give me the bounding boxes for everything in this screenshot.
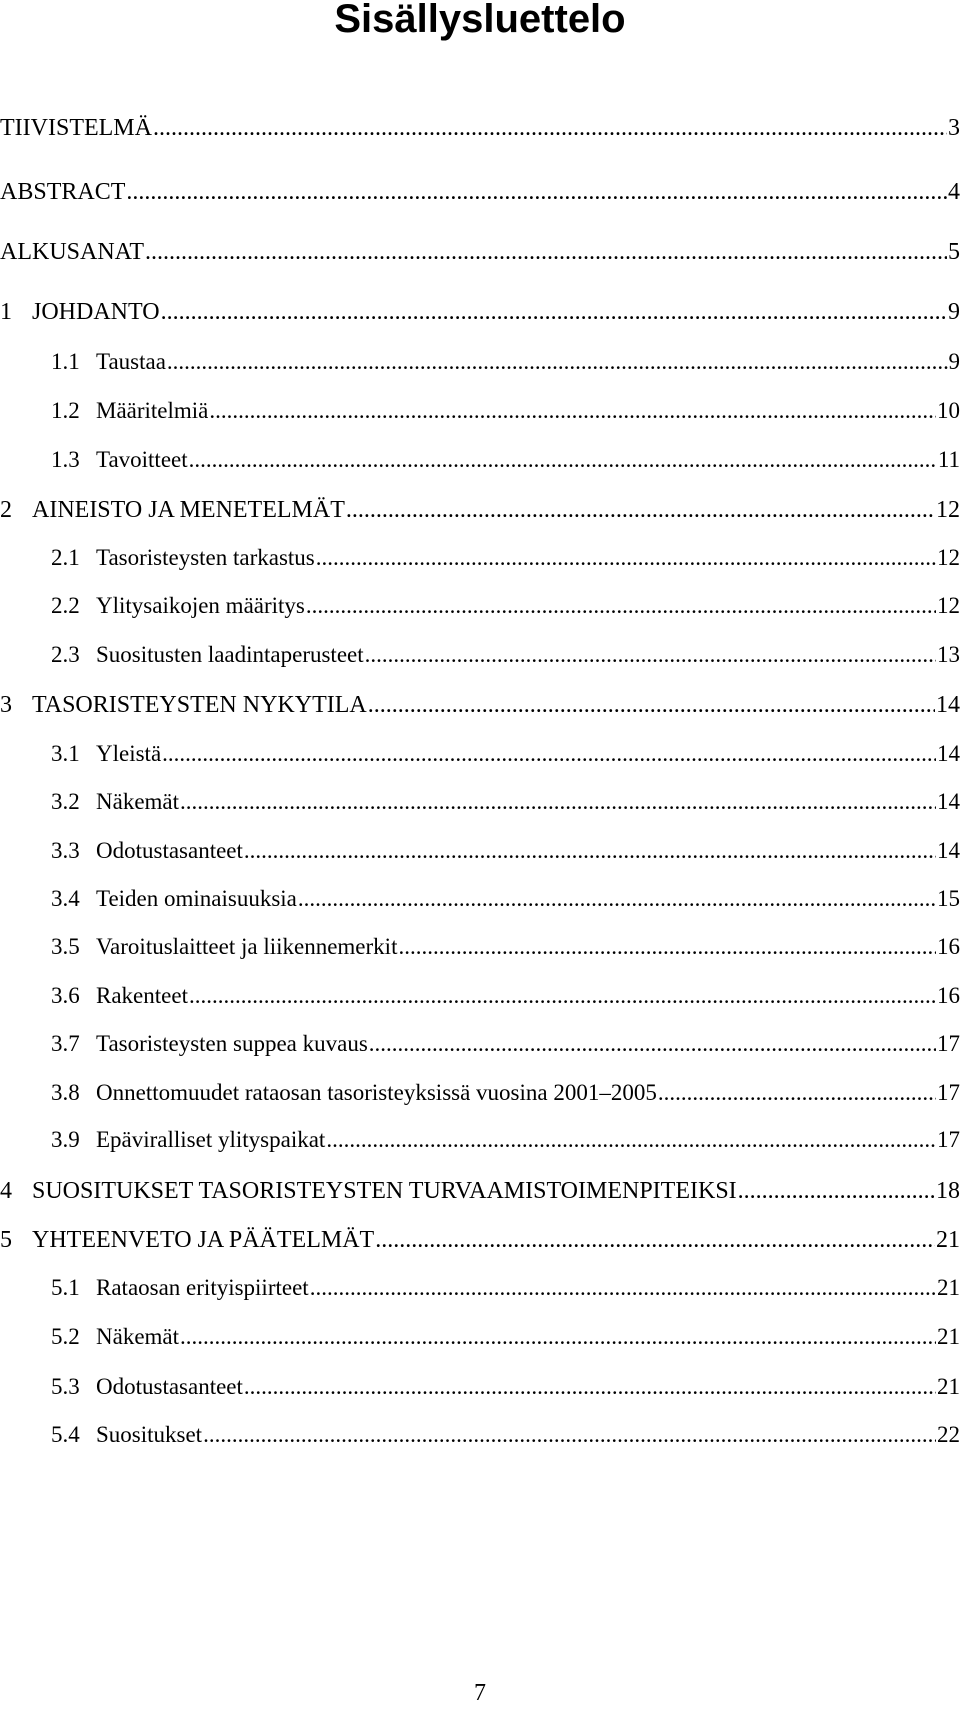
toc-entry[interactable] xyxy=(51,1078,960,1108)
toc-dot-leader xyxy=(316,543,936,573)
toc-entry-label: TIIVISTELMÄ xyxy=(0,115,152,141)
toc-entry[interactable] xyxy=(0,1225,960,1255)
toc-dot-leader xyxy=(369,1029,936,1059)
toc-entry-page: 16 xyxy=(937,983,960,1008)
toc-entry-label: Yleistä xyxy=(96,741,162,766)
toc-entry-number: 2 xyxy=(0,497,12,523)
toc-entry[interactable] xyxy=(0,690,960,720)
toc-dot-leader xyxy=(209,396,936,426)
toc-entry-page: 21 xyxy=(937,1275,960,1300)
toc-entry[interactable] xyxy=(51,1273,960,1303)
toc-entry[interactable] xyxy=(51,543,960,573)
toc-entry[interactable] xyxy=(51,1125,960,1155)
toc-dot-leader xyxy=(126,177,947,207)
toc-entry[interactable] xyxy=(51,739,960,769)
toc-dot-leader xyxy=(398,932,936,962)
toc-dot-leader xyxy=(346,495,935,525)
toc-dot-leader xyxy=(162,739,936,769)
toc-dot-leader xyxy=(180,1322,936,1352)
toc-entry-page: 21 xyxy=(937,1374,960,1399)
toc-entry[interactable] xyxy=(51,1372,960,1402)
toc-dot-leader xyxy=(298,884,936,914)
toc-dot-leader xyxy=(365,640,936,670)
toc-entry-label: Odotustasanteet xyxy=(96,838,243,863)
toc-dot-leader xyxy=(203,1420,936,1450)
toc-entry[interactable] xyxy=(0,177,960,207)
toc-entry-number: 3.1 xyxy=(51,741,80,766)
toc-entry[interactable] xyxy=(51,347,960,377)
toc-entry-label: ALKUSANAT xyxy=(0,239,144,265)
toc-dot-leader xyxy=(161,297,947,327)
toc-entry-label: TASORISTEYSTEN NYKYTILA xyxy=(32,692,367,718)
toc-entry-number: 3.8 xyxy=(51,1080,80,1105)
toc-entry-page: 13 xyxy=(937,642,960,667)
toc-entry-page: 12 xyxy=(936,497,960,523)
toc-dot-leader xyxy=(306,591,936,621)
toc-entry-label: Rakenteet xyxy=(96,983,188,1008)
toc-entry-label: Näkemät xyxy=(96,1324,180,1349)
toc-entry-page: 14 xyxy=(937,838,960,863)
toc-entry-label: Tasoristeysten tarkastus xyxy=(96,545,315,570)
toc-dot-leader xyxy=(244,836,936,866)
toc-entry-label: Ylitysaikojen määritys xyxy=(96,593,305,618)
toc-entry-number: 5.1 xyxy=(51,1275,80,1300)
toc-entry-number: 2.1 xyxy=(51,545,80,570)
toc-entry-label: Taustaa xyxy=(96,349,166,374)
toc-entry[interactable] xyxy=(51,1322,960,1352)
toc-entry-label: Epäviralliset ylityspaikat xyxy=(96,1127,326,1152)
toc-entry[interactable] xyxy=(51,884,960,914)
toc-entry-number: 1.1 xyxy=(51,349,80,374)
toc-entry-number: 1.3 xyxy=(51,447,80,472)
toc-entry-page: 17 xyxy=(937,1127,960,1152)
toc-entry-number: 2.3 xyxy=(51,642,80,667)
toc-entry-label: ABSTRACT xyxy=(0,179,126,205)
toc-entry-page: 17 xyxy=(937,1080,960,1105)
toc-entry-page: 21 xyxy=(936,1227,960,1253)
toc-entry-page: 22 xyxy=(937,1422,960,1447)
toc-entry-number: 3.5 xyxy=(51,934,80,959)
toc-entry-page: 3 xyxy=(948,115,960,141)
toc-entry[interactable] xyxy=(51,1029,960,1059)
toc-entry[interactable] xyxy=(0,237,960,267)
toc-dot-leader xyxy=(189,981,936,1011)
toc-entry[interactable] xyxy=(0,113,960,143)
toc-entry-page: 14 xyxy=(937,789,960,814)
toc-dot-leader xyxy=(189,445,937,475)
toc-entry-label: Rataosan erityispiirteet xyxy=(96,1275,309,1300)
toc-dot-leader xyxy=(167,347,948,377)
toc-entry-label: AINEISTO JA MENETELMÄT xyxy=(32,497,345,523)
toc-entry-number: 1.2 xyxy=(51,398,80,423)
toc-entry-page: 17 xyxy=(937,1031,960,1056)
toc-dot-leader xyxy=(658,1078,936,1108)
toc-entry-number: 5 xyxy=(0,1227,12,1253)
toc-entry-number: 3.9 xyxy=(51,1127,80,1152)
toc-entry-page: 5 xyxy=(948,239,960,265)
toc-entry-number: 5.3 xyxy=(51,1374,80,1399)
toc-entry-page: 16 xyxy=(937,934,960,959)
toc-entry-page: 14 xyxy=(936,692,960,718)
toc-entry[interactable] xyxy=(51,836,960,866)
toc-entry-page: 15 xyxy=(937,886,960,911)
toc-entry-label: Suositusten laadintaperusteet xyxy=(96,642,364,667)
toc-entry-label: Tasoristeysten suppea kuvaus xyxy=(96,1031,368,1056)
toc-entry[interactable] xyxy=(0,495,960,525)
toc-entry-number: 3.6 xyxy=(51,983,80,1008)
toc-entry-label: Näkemät xyxy=(96,789,180,814)
toc-entry-number: 4 xyxy=(0,1178,12,1204)
toc-entry-label: YHTEENVETO JA PÄÄTELMÄT xyxy=(32,1227,375,1253)
toc-entry[interactable] xyxy=(51,1420,960,1450)
toc-entry-label: Suositukset xyxy=(96,1422,203,1447)
toc-entry-number: 5.2 xyxy=(51,1324,80,1349)
page-number: 7 xyxy=(474,1680,486,1706)
toc-entry[interactable] xyxy=(51,445,960,475)
toc-entry[interactable] xyxy=(51,396,960,426)
toc-entry-number: 1 xyxy=(0,299,12,325)
toc-entry-label: Varoituslaitteet ja liikennemerkit xyxy=(96,934,398,959)
toc-dot-leader xyxy=(375,1225,935,1255)
toc-dot-leader xyxy=(153,113,947,143)
toc-entry-label: Määritelmiä xyxy=(96,398,209,423)
toc-dot-leader xyxy=(180,787,936,817)
toc-entry-number: 3.7 xyxy=(51,1031,80,1056)
toc-dot-leader xyxy=(326,1125,936,1155)
toc-entry-page: 12 xyxy=(937,545,960,570)
toc-entry-page: 9 xyxy=(948,349,960,374)
toc-dot-leader xyxy=(244,1372,936,1402)
toc-entry[interactable] xyxy=(51,787,960,817)
toc-entry-number: 3 xyxy=(0,692,12,718)
toc-entry-label: Tavoitteet xyxy=(96,447,188,472)
toc-entry[interactable] xyxy=(51,981,960,1011)
toc-entry-number: 2.2 xyxy=(51,593,80,618)
toc-entry[interactable] xyxy=(51,640,960,670)
toc-entry-page: 10 xyxy=(937,398,960,423)
toc-entry-page: 18 xyxy=(936,1178,960,1204)
toc-entry-page: 21 xyxy=(937,1324,960,1349)
toc-entry-label: SUOSITUKSET TASORISTEYSTEN TURVAAMISTOIMENPITEIKSI xyxy=(32,1178,737,1204)
toc-entry-number: 3.2 xyxy=(51,789,80,814)
toc-dot-leader xyxy=(738,1176,935,1206)
toc-entry-label: Onnettomuudet rataosan tasoristeyksissä vuosina 2001–2005 xyxy=(96,1080,657,1105)
toc-entry-label: Teiden ominaisuuksia xyxy=(96,886,297,911)
toc-dot-leader xyxy=(310,1273,936,1303)
toc-entry-label: Odotustasanteet xyxy=(96,1374,243,1399)
toc-entry-number: 3.3 xyxy=(51,838,80,863)
toc-entry-page: 4 xyxy=(948,179,960,205)
toc-dot-leader xyxy=(145,237,947,267)
toc-entry[interactable] xyxy=(0,297,960,327)
toc-entry[interactable] xyxy=(51,591,960,621)
toc-entry[interactable] xyxy=(0,1176,960,1206)
toc-entry-page: 14 xyxy=(937,741,960,766)
toc-entry-page: 9 xyxy=(948,299,960,325)
toc-entry-number: 3.4 xyxy=(51,886,80,911)
toc-dot-leader xyxy=(368,690,935,720)
toc-entry-label: JOHDANTO xyxy=(32,299,160,325)
toc-entry-page: 12 xyxy=(937,593,960,618)
toc-entry-number: 5.4 xyxy=(51,1422,80,1447)
toc-entry[interactable] xyxy=(51,932,960,962)
page-title: Sisällysluettelo xyxy=(334,0,626,41)
toc-entry-page: 11 xyxy=(937,447,960,472)
